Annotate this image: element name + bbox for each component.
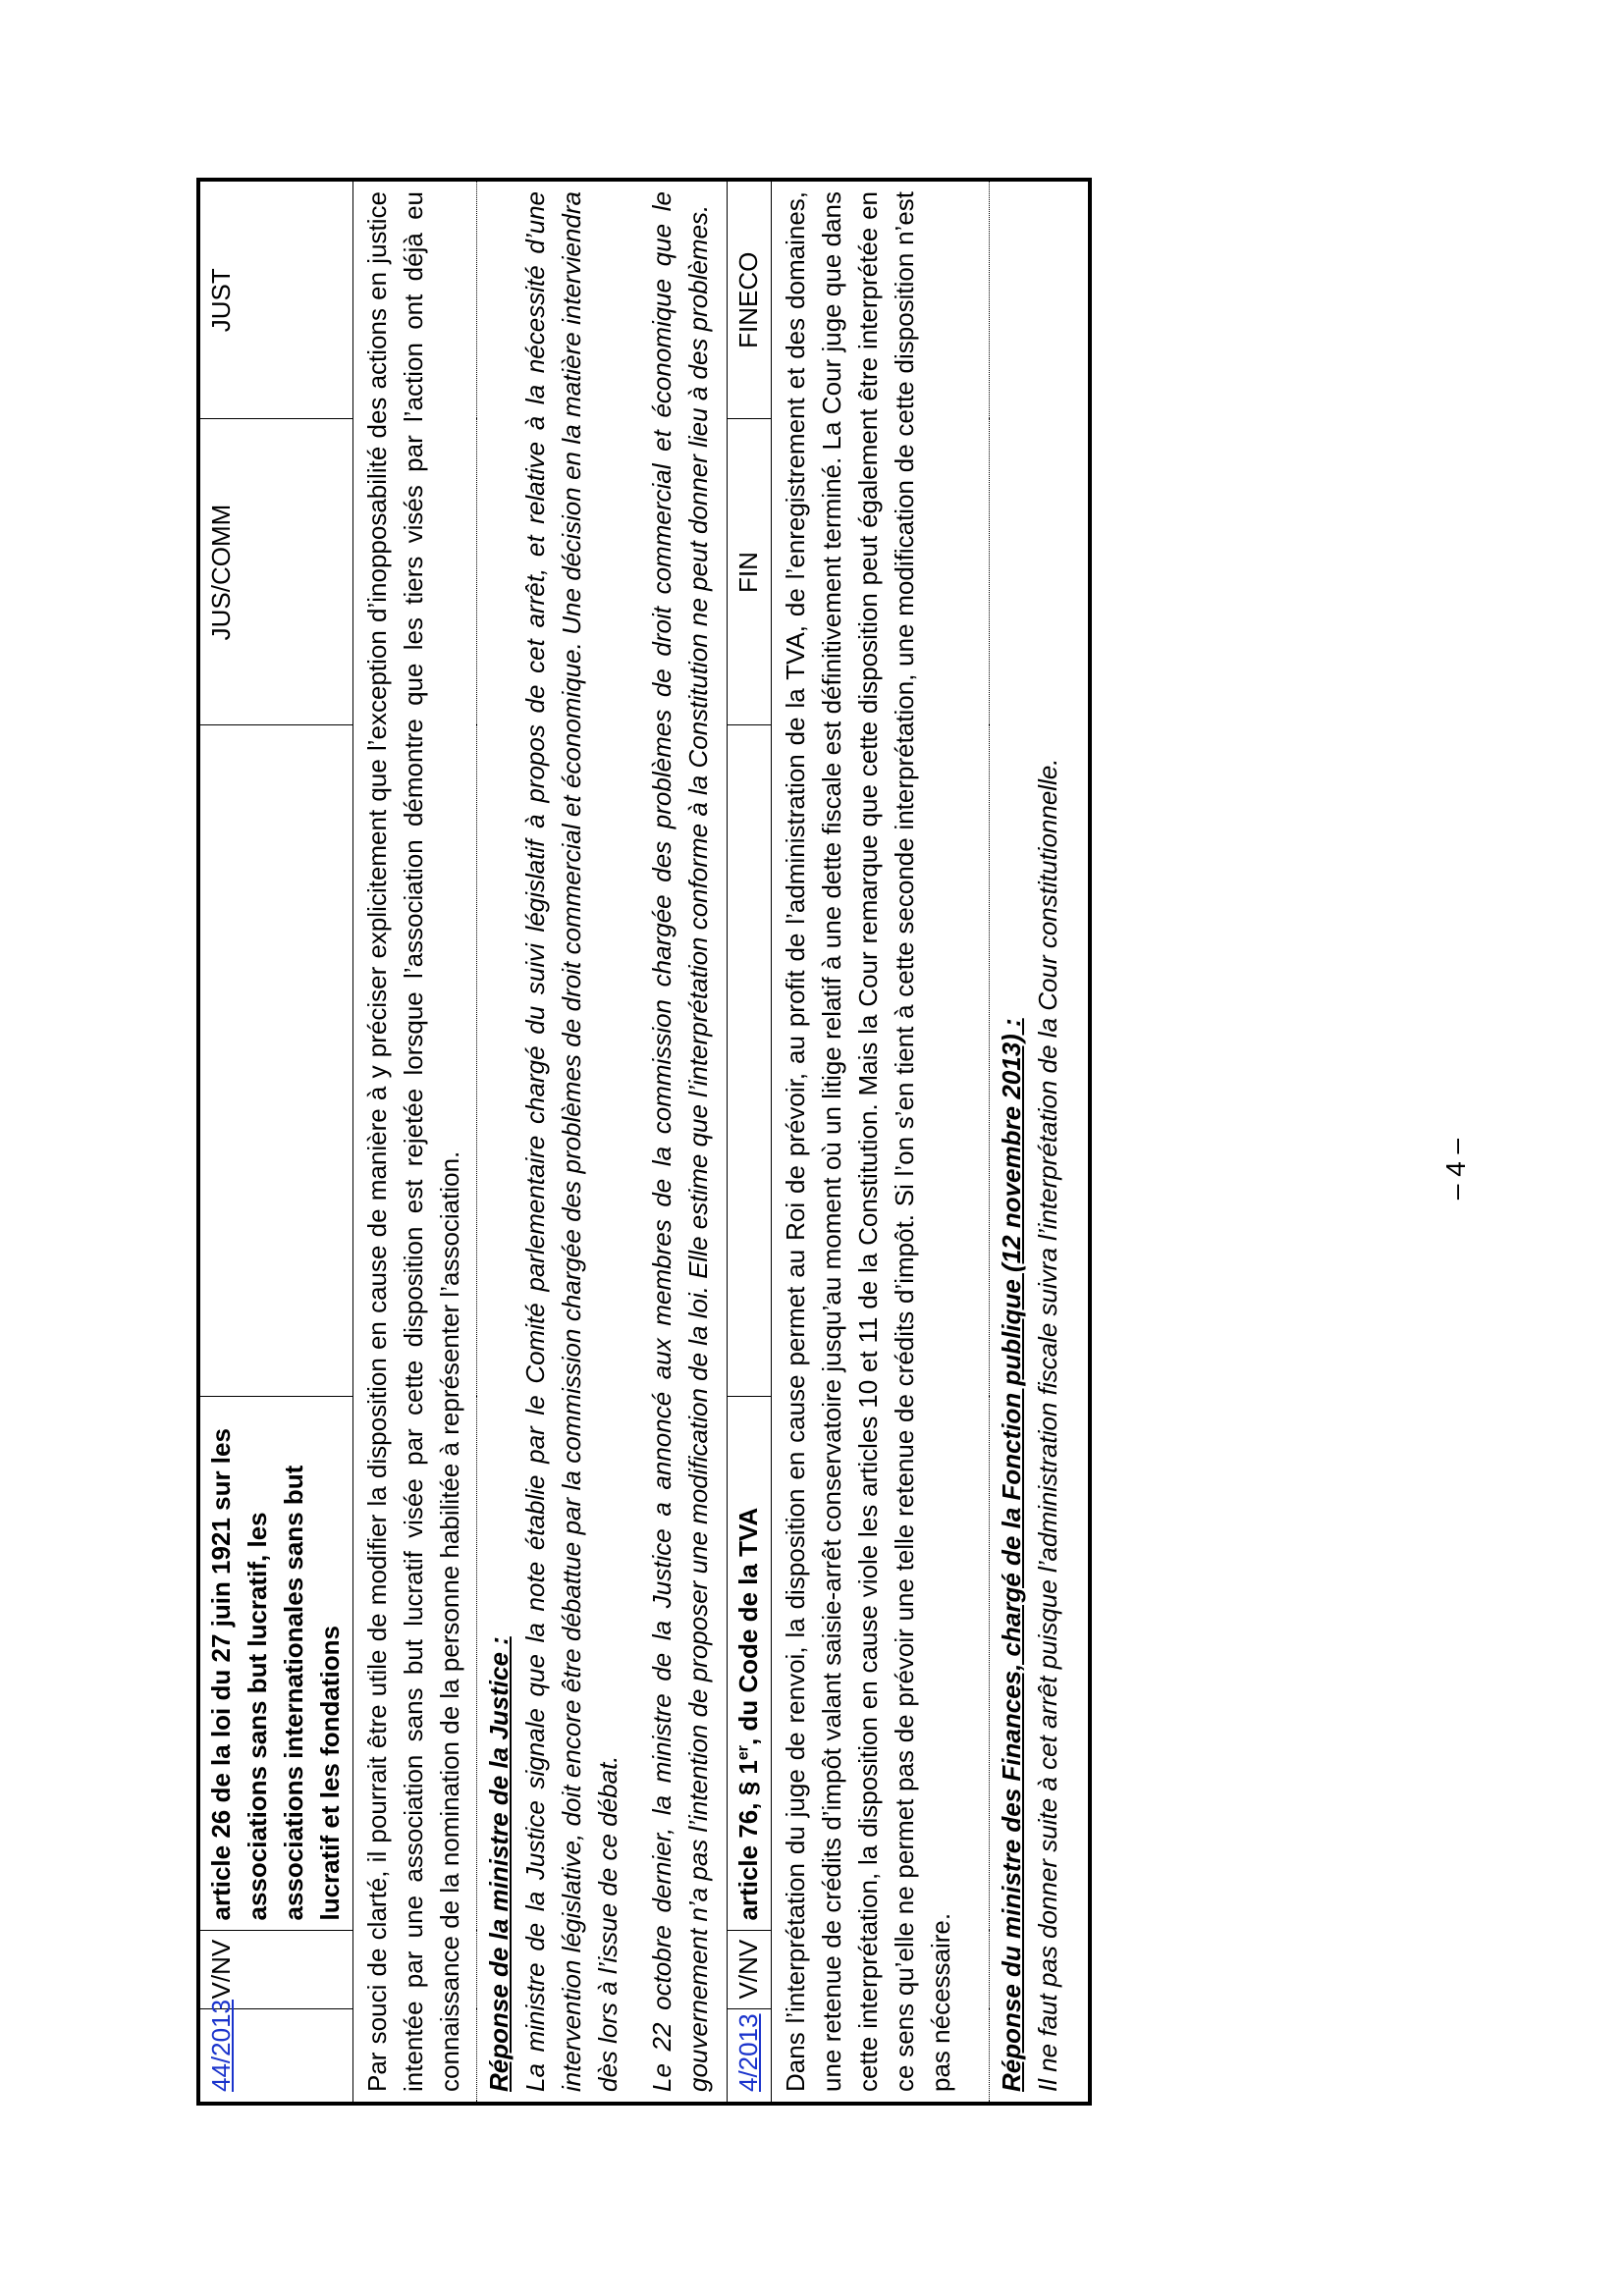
case-text-row: [353, 180, 477, 2104]
case-response-cell: [990, 180, 1091, 2104]
case-number-link[interactable]: 44/2013: [206, 2000, 236, 2092]
case-number-link[interactable]: 4/2013: [733, 2013, 763, 2092]
case-text-cell: [772, 180, 990, 2104]
rotated-page-content: [196, 182, 1092, 2106]
case-text-row: [772, 180, 990, 2104]
response-paragraph: Il ne faut pas donner suite à cet arrêt puisque l’administration fiscale suivra l’interprétation de la Cour constitutionnelle.: [1033, 758, 1062, 2092]
response-title: Réponse de la ministre de la Justice :: [484, 1636, 514, 2092]
case-empty-cell: [198, 725, 353, 1397]
case-text: Par souci de clarté, il pourrait être utile de modifier la disposition en cause de manière à y préciser explicitement que l’exception d’inopposabilité des actions en justice intentée par une association sans but lucratif visée par cette disposition est rejetée lorsque l’association démontre que les tiers visés par l’action ont déjà eu connaissance de la nomination de la personne habilitée à représenter l’association.: [362, 191, 464, 2092]
case-response-row: [990, 180, 1091, 2104]
case-committee-cell: JUS/COMM: [198, 419, 353, 725]
case-type-cell: V/NV: [728, 1931, 772, 2009]
response-paragraph: La ministre de la Justice signale que la note établie par le Comité parlementaire chargé du suivi législatif à propos de cet arrêt, et relative à la nécessité d’une intervention législative, doit encore être débattue par la commission chargée des problèmes de droit commercial et économique. Une décision en la matière interviendra dès lors à l’issue de ce débat.: [520, 191, 623, 2092]
case-response-row: [477, 180, 728, 2104]
case-subject-main: article 76, § 1: [733, 1760, 763, 1921]
case-response-cell: [477, 180, 728, 2104]
response-title: Réponse du ministre des Finances, chargé de la Fonction publique (12 novembre 2013) :: [997, 1018, 1026, 2092]
case-header-row: [728, 180, 772, 2104]
case-subject-rest: , du Code de la TVA: [733, 1507, 763, 1746]
response-paragraph: Le 22 octobre dernier, la ministre de la Justice a annoncé aux membres de la commission chargée des problèmes de droit commercial et économique que le gouvernement n’a pas l’intention de proposer une modification de la loi. Elle estime que l’interprétation conforme à la Constitution ne peut donner lieu à des problèmes.: [647, 191, 713, 2092]
case-subject-superscript: er: [734, 1745, 752, 1761]
case-committee-cell: FIN: [728, 419, 772, 725]
case-department-cell: FINECO: [728, 180, 772, 419]
case-empty-cell: [728, 725, 772, 1397]
page-number: – 4 –: [1440, 1138, 1472, 1201]
case-department-cell: JUST: [198, 180, 353, 419]
case-subject-cell: [728, 1397, 772, 1931]
case-subject-cell: article 26 de la loi du 27 juin 1921 sur les associations sans but lucratif, les associations internationales sans but lucratif et les fondations: [198, 1397, 353, 1931]
case-number-cell: [728, 2009, 772, 2104]
judgments-table: [196, 178, 1092, 2106]
case-number-cell: [198, 2000, 353, 2104]
case-text: Dans l’interprétation du juge de renvoi, la disposition en cause permet au Roi de prévoir, au profit de l’administration de la TVA, de l’enregistrement et des domaines, une retenue de crédits d’impôt valant saisie-arrêt conservatoire jusqu’au moment où un litige relatif à une dette fiscale est définitivement terminé. La Cour juge que dans cette interprétation, la disposition en cause viole les articles 10 et 11 de la Constitution. Mais la Cour remarque que cette disposition peut également être interprétée en ce sens qu’elle ne permet pas de prévoir une telle retenue de crédits d’impôt. Si l’on s’en tient à cette seconde interprétation, une modification de cette disposition n’est pas nécessaire.: [781, 191, 955, 2092]
case-header-row: [198, 180, 353, 2104]
case-text-cell: [353, 180, 477, 2104]
case-type-cell: V/NV: [198, 1931, 353, 2009]
